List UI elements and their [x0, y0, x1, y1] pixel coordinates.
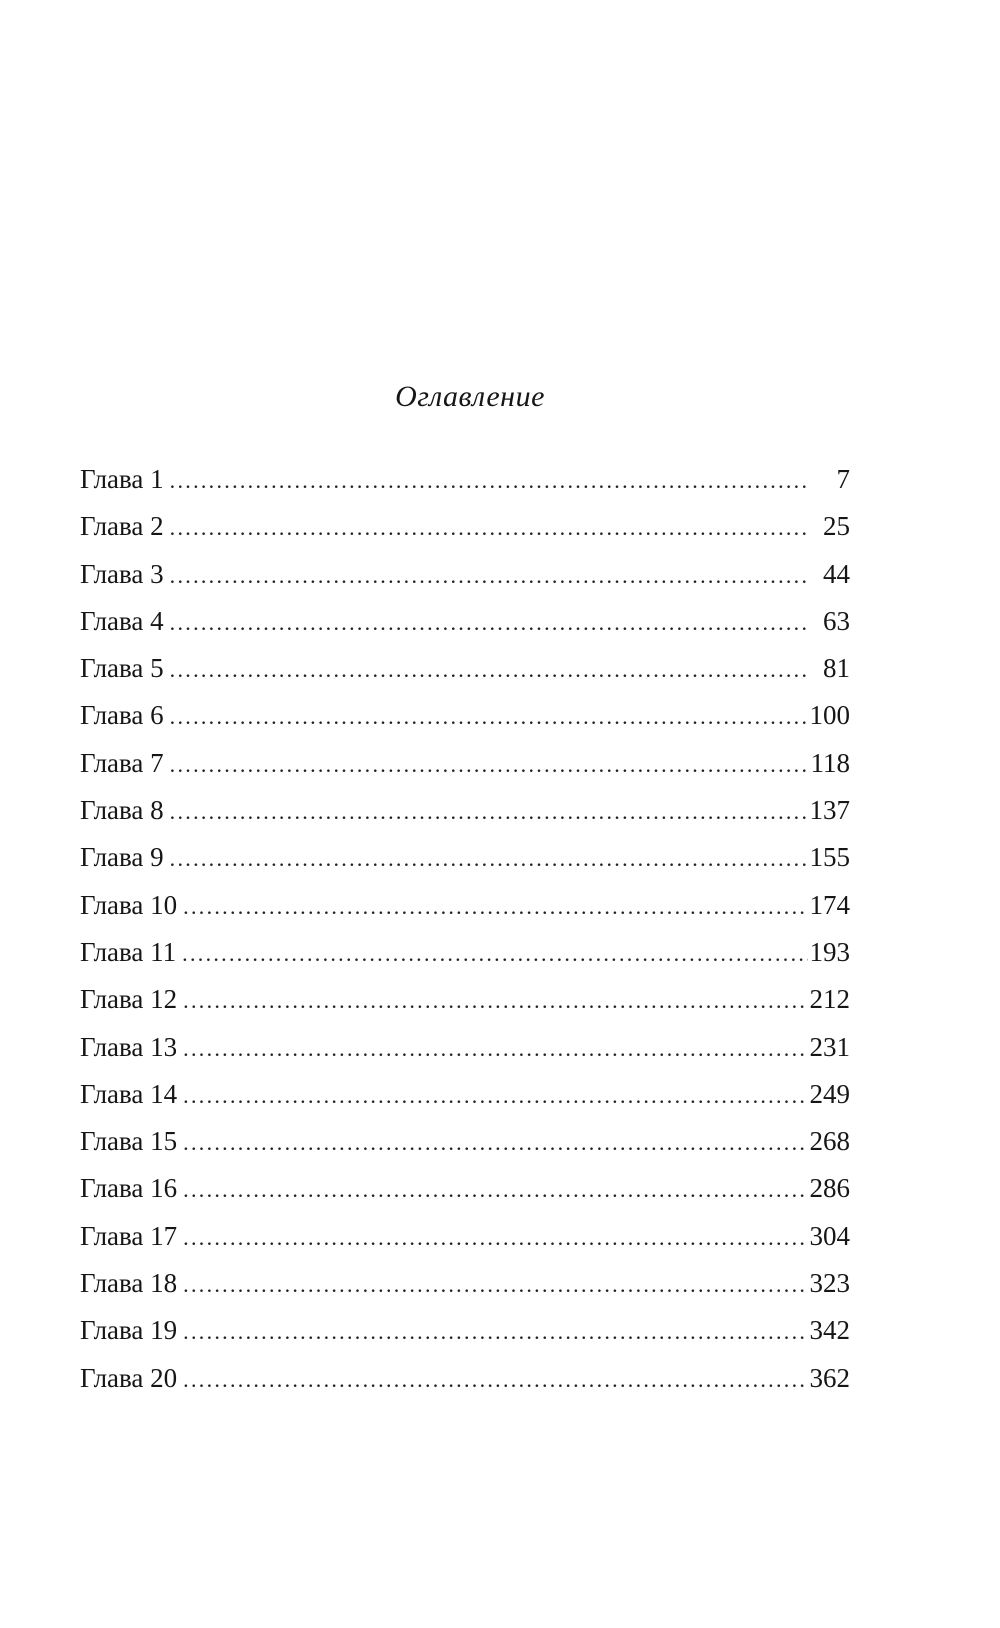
- toc-entry: [80, 702, 850, 749]
- dot-leader: [183, 1369, 807, 1391]
- toc-entry: [80, 466, 850, 513]
- toc-entry-label: Глава 17: [80, 1220, 178, 1251]
- toc-entry-page: 212: [809, 984, 850, 1015]
- toc-entry-page: 249: [809, 1078, 850, 1109]
- toc-entry-page: 100: [809, 700, 850, 731]
- dot-leader: [183, 990, 807, 1012]
- toc-entry-page: 137: [809, 795, 850, 826]
- dot-leader: [170, 659, 808, 681]
- toc-entry: [80, 986, 850, 1033]
- dot-leader: [170, 470, 808, 492]
- toc-entry-label: Глава 9: [80, 842, 164, 873]
- toc-entry: [80, 1270, 850, 1317]
- dot-leader: [183, 1132, 807, 1154]
- toc-entry-page: 81: [823, 653, 850, 684]
- toc-entry: [80, 1175, 850, 1222]
- toc-entry: [80, 513, 850, 560]
- dot-leader: [183, 1227, 807, 1249]
- toc-entry-label: Глава 13: [80, 1031, 178, 1062]
- toc-entry-label: Глава 18: [80, 1268, 178, 1299]
- toc-entry-label: Глава 5: [80, 653, 164, 684]
- toc-title: Оглавление: [395, 380, 545, 413]
- toc-entry-page: 118: [810, 747, 850, 778]
- dot-leader: [170, 565, 808, 587]
- toc-entry-label: Глава 16: [80, 1173, 178, 1204]
- toc-entry: [80, 844, 850, 891]
- toc-entry: [80, 1031, 850, 1081]
- toc-entry: [80, 558, 850, 608]
- dot-leader: [170, 848, 808, 870]
- toc-entry-label: Глава 12: [80, 984, 178, 1015]
- toc-entry-page: 268: [809, 1126, 850, 1157]
- toc-entry-page: 286: [809, 1173, 850, 1204]
- toc-entry-label: Глава 19: [80, 1315, 178, 1346]
- toc-entry-label: Глава 3: [80, 558, 164, 589]
- dot-leader: [183, 1038, 807, 1060]
- toc-entry: [80, 797, 850, 844]
- dot-leader: [170, 612, 808, 634]
- toc-entry-label: Глава 20: [80, 1362, 178, 1393]
- toc-entry: [80, 605, 850, 655]
- dot-leader: [183, 1321, 807, 1343]
- dot-leader: [170, 706, 808, 728]
- toc-entry-page: 362: [809, 1362, 850, 1393]
- toc-entry-label: Глава 15: [80, 1126, 178, 1157]
- dot-leader: [182, 943, 807, 965]
- toc-entry: [80, 1128, 850, 1175]
- toc-entry: [80, 655, 850, 702]
- toc-list: [80, 466, 850, 1412]
- toc-entry: [80, 1317, 850, 1364]
- toc-entry: [80, 1362, 850, 1412]
- toc-entry-page: 25: [823, 511, 850, 542]
- toc-entry-label: Глава 2: [80, 511, 164, 542]
- dot-leader: [170, 754, 808, 776]
- dot-leader: [183, 896, 807, 918]
- toc-entry-label: Глава 7: [80, 747, 164, 778]
- dot-leader: [183, 1085, 807, 1107]
- toc-entry-label: Глава 1: [80, 464, 164, 494]
- toc-entry-page: 323: [809, 1268, 850, 1299]
- toc-entry-page: 231: [809, 1031, 850, 1062]
- toc-entry-page: 193: [809, 936, 850, 967]
- toc-entry-label: Глава 11: [80, 936, 177, 967]
- toc-entry-label: Глава 10: [80, 889, 178, 920]
- toc-entry: [80, 889, 850, 939]
- toc-entry: [80, 1078, 850, 1128]
- toc-entry-page: 63: [823, 605, 850, 636]
- dot-leader: [183, 1179, 807, 1201]
- toc-entry-page: 155: [809, 842, 850, 873]
- toc-entry: [80, 1220, 850, 1270]
- toc-entry-label: Глава 6: [80, 700, 164, 731]
- toc-entry: [80, 936, 850, 986]
- toc-entry-page: 44: [823, 558, 850, 589]
- toc-entry-page: 342: [809, 1315, 850, 1346]
- toc-entry-label: Глава 8: [80, 795, 164, 826]
- dot-leader: [183, 1274, 807, 1296]
- dot-leader: [170, 517, 808, 539]
- toc-entry-label: Глава 4: [80, 605, 164, 636]
- toc-entry-page: 174: [809, 889, 850, 920]
- dot-leader: [170, 801, 808, 823]
- toc-entry: [80, 747, 850, 797]
- toc-entry-label: Глава 14: [80, 1078, 178, 1109]
- toc-entry-page: 7: [836, 464, 850, 494]
- toc-entry-page: 304: [809, 1220, 850, 1251]
